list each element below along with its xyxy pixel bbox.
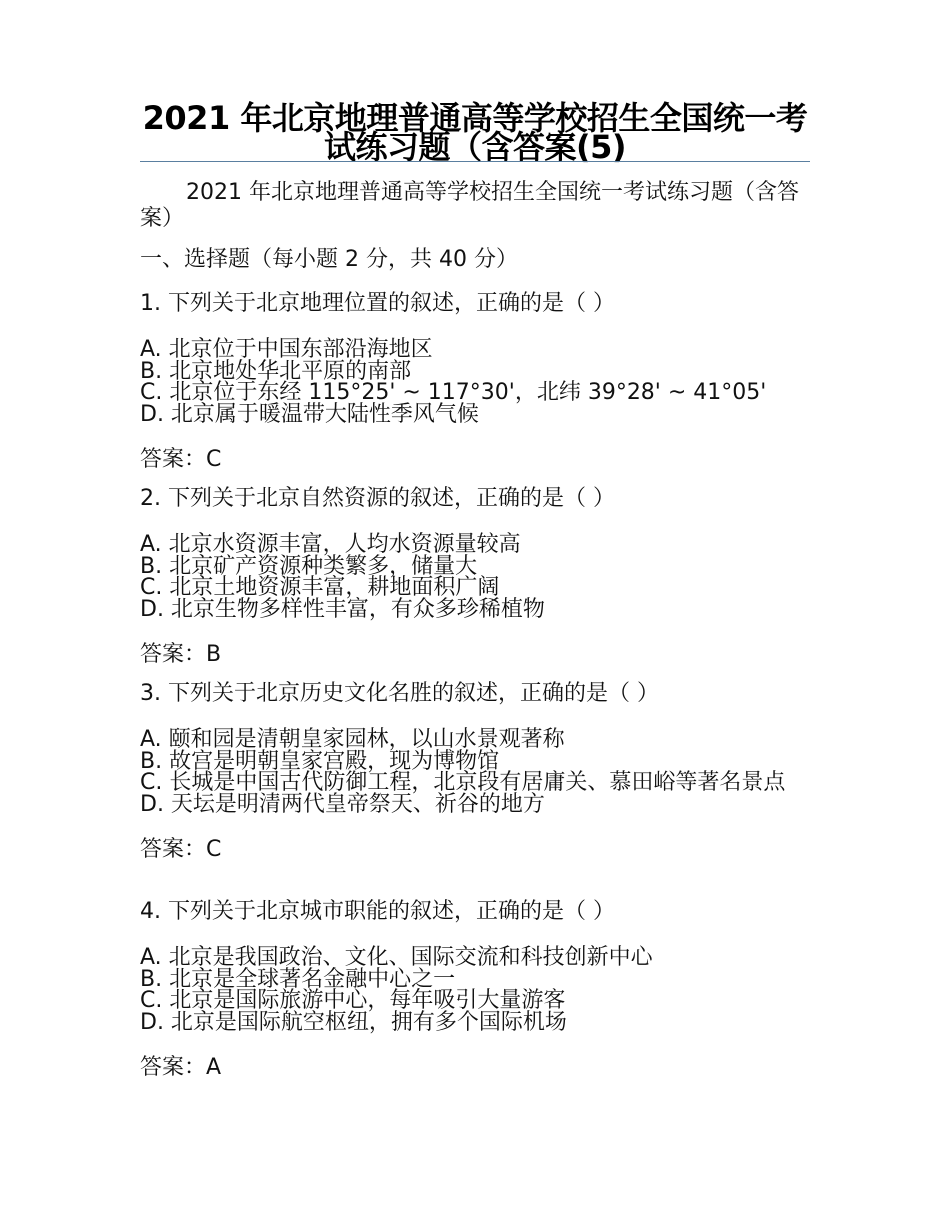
- answer-key: 答案：A: [140, 1055, 222, 1080]
- option-c: C. 北京是国际旅游中心，每年吸引大量游客: [140, 988, 566, 1013]
- document-title: 2021 年北京地理普通高等学校招生全国统一考试练习题（含答案(5): [142, 99, 808, 166]
- answer-key: 答案：C: [140, 837, 222, 862]
- option-c: C. 长城是中国古代防御工程，北京段有居庸关、慕田峪等著名景点: [140, 770, 786, 795]
- question-1: [140, 289, 810, 475]
- option-b: B. 北京矿产资源种类繁多，储量大: [140, 553, 478, 579]
- question-4: [140, 897, 810, 1083]
- question-options: [140, 339, 810, 425]
- option-b: B. 北京是全球著名金融中心之一: [140, 966, 456, 992]
- option-a: A. 北京位于中国东部沿海地区: [140, 337, 433, 362]
- document-subtitle: 2021 年北京地理普通高等学校招生全国统一考试练习题（含答案）: [140, 180, 799, 231]
- option-d: D. 北京是国际航空枢纽，拥有多个国际机场: [140, 1009, 567, 1035]
- answer-key: 答案：B: [140, 642, 222, 667]
- answer-key: 答案：C: [140, 447, 222, 472]
- question-3: [140, 679, 810, 865]
- title-divider: [140, 161, 810, 162]
- option-a: A. 颐和园是清朝皇家园林，以山水景观著称: [140, 727, 565, 752]
- option-b: B. 北京地处华北平原的南部: [140, 358, 412, 384]
- question-options: [140, 534, 810, 620]
- question-2: [140, 484, 810, 670]
- question-options: [140, 729, 810, 815]
- option-c: C. 北京土地资源丰富，耕地面积广阔: [140, 575, 500, 600]
- option-c: C. 北京位于东经 115°25' ~ 117°30'，北纬 39°28' ~ 41°05': [140, 380, 767, 405]
- option-a: A. 北京是我国政治、文化、国际交流和科技创新中心: [140, 945, 653, 970]
- section-heading: 一、选择题（每小题 2 分，共 40 分）: [140, 247, 518, 272]
- option-d: D. 北京属于暖温带大陆性季风气候: [140, 401, 479, 427]
- question-options: [140, 947, 810, 1033]
- option-b: B. 故宫是明朝皇家宫殿，现为博物馆: [140, 748, 500, 774]
- option-d: D. 北京生物多样性丰富，有众多珍稀植物: [140, 596, 545, 622]
- option-a: A. 北京水资源丰富，人均水资源量较高: [140, 532, 521, 557]
- question-stem: 3. 下列关于北京历史文化名胜的叙述，正确的是（ ）: [140, 681, 659, 706]
- question-stem: 1. 下列关于北京地理位置的叙述，正确的是（ ）: [140, 291, 615, 316]
- question-stem: 4. 下列关于北京城市职能的叙述，正确的是（ ）: [140, 899, 615, 924]
- question-stem: 2. 下列关于北京自然资源的叙述，正确的是（ ）: [140, 486, 615, 511]
- option-d: D. 天坛是明清两代皇帝祭天、祈谷的地方: [140, 791, 545, 817]
